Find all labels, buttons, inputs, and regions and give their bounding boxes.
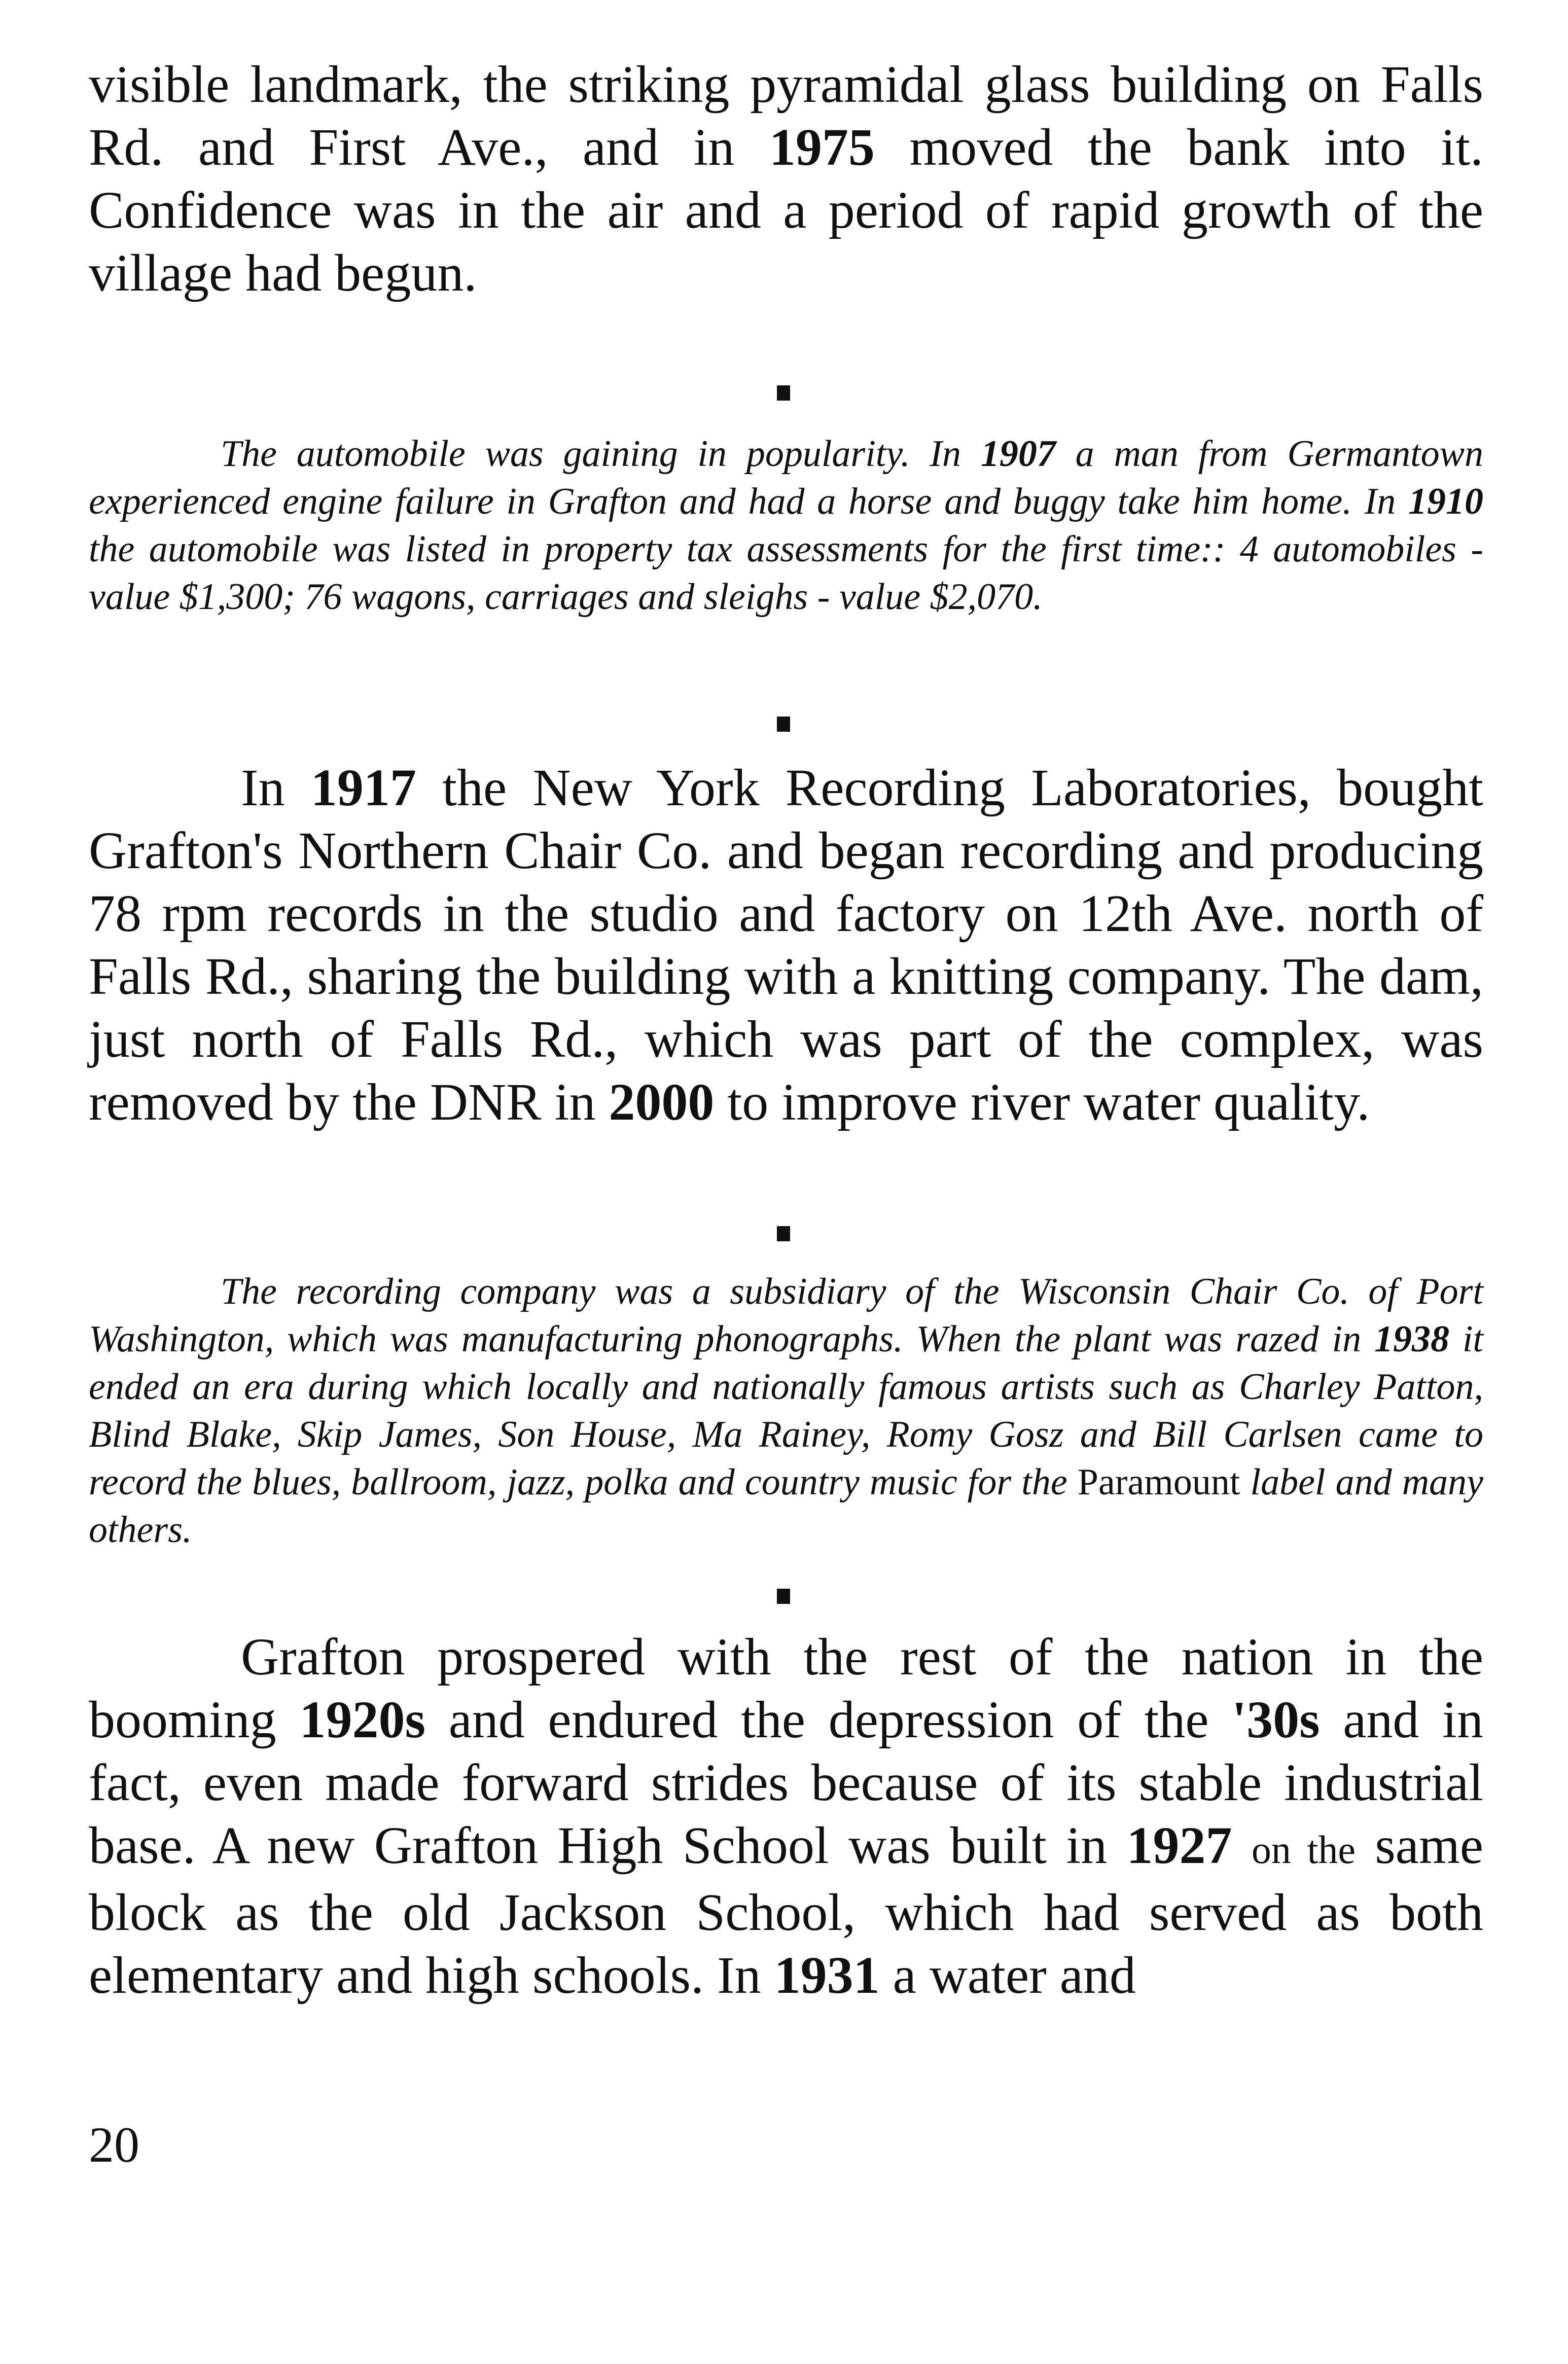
label-name: Paramount: [1077, 1461, 1240, 1503]
paragraph-grafton-prospered: [89, 1626, 1483, 2007]
text-run: same block as the old Jackson School, which had served as both elementary and high schools. In: [89, 1816, 1484, 2004]
text-run-small: on the: [1251, 1828, 1356, 1872]
year-highlight: 1938: [1374, 1318, 1449, 1360]
text-run: The recording company was a subsidiary of the Wisconsin Chair Co. of Port Washington, which was manufacturing phonographs. When the plant was razed in: [89, 1271, 1483, 1360]
text-run: visible landmark, the striking pyramidal glass building on Falls Rd. and First Ave., and in: [89, 55, 1483, 176]
text-run: it ended an era during which locally and nationally famous artists such as Charley Patton, Blind Blake, Skip James, Son House, Ma Rainey, Romy Gosz and Bill Carlsen came to record the blues, ballroom, jazz, polka and country music for the: [89, 1318, 1483, 1503]
page-number: 20: [89, 2117, 139, 2173]
note-recording-company: [89, 1268, 1483, 1554]
text-run: the New York Recording Laboratories, bought Grafton's Northern Chair Co. and began recording and producing 78 rpm records in the studio and factory on 12th Ave. north of Falls Rd., sharing the building with a knitting company. The dam, just north of Falls Rd., which was part of the complex, was removed by the DNR in: [89, 759, 1483, 1131]
section-separator: [777, 1589, 790, 1604]
text-run: and endured the depression of the: [425, 1691, 1232, 1749]
text-run: label and many others.: [89, 1461, 1484, 1551]
year-highlight: 1931: [774, 1946, 880, 2004]
year-highlight: 1975: [769, 118, 875, 176]
text-run: In: [241, 759, 311, 817]
section-separator: [777, 1226, 790, 1241]
section-separator: [777, 717, 790, 732]
year-highlight: 1907: [980, 433, 1056, 475]
text-run: to improve river water quality.: [714, 1073, 1370, 1131]
year-highlight: 1927: [1126, 1816, 1232, 1875]
text-run: Grafton prospered with the rest of the nation in the booming: [89, 1628, 1483, 1749]
text-run: and in fact, even made forward strides because of its stable industrial base. A new Grafton High School was built in: [89, 1691, 1483, 1875]
year-highlight: 1910: [1408, 481, 1483, 522]
paragraph-bank-building: [89, 53, 1483, 305]
year-highlight: 1917: [310, 759, 416, 817]
text-run: a water and: [879, 1946, 1136, 2004]
text-run: moved the bank into it. Confidence was in the air and a period of rapid growth of the village had begun.: [89, 118, 1484, 302]
year-highlight: 2000: [609, 1073, 715, 1131]
year-highlight: 1920s: [299, 1691, 425, 1749]
text-run: the automobile was listed in property tax assessments for the first time:: 4 automobiles - value $1,300; 76 wagons, carriages and sleighs - value $2,070.: [89, 528, 1483, 618]
paragraph-recording-laboratories: [89, 757, 1483, 1134]
note-automobile: [89, 430, 1483, 621]
section-separator: [777, 385, 790, 401]
year-highlight: '30s: [1232, 1691, 1320, 1749]
text-run: The automobile was gaining in popularity. In: [221, 433, 981, 475]
text-run: a man from Germantown experienced engine failure in Grafton and had a horse and buggy take him home. In: [89, 433, 1483, 522]
